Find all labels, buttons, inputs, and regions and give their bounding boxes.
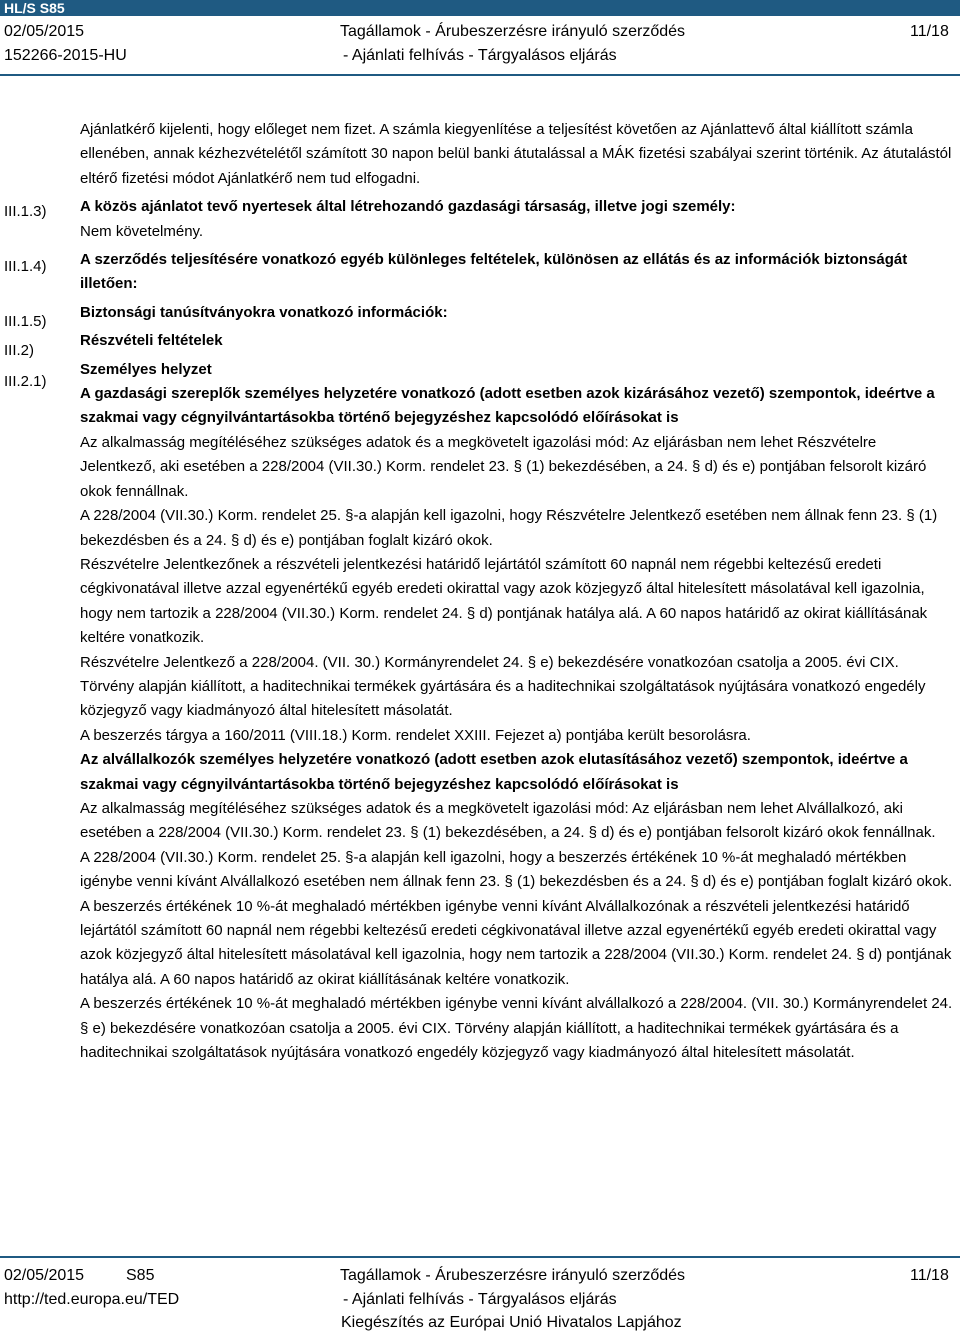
header-doc-type-line2: - Ajánlati felhívás - Tárgyalásos eljárás — [343, 47, 617, 64]
paragraph-subcontractor-extract: A beszerzés értékének 10 %-át meghaladó mértékben igénybe venni kívánt Alvállalkozónak a részvételi jelentkezési határidő lejártától számított 60 napnál nem régebbi keltezésű eredeti cégkivonatával illetve azzal egyenértékű egyéb eredeti okirattal vagy azok közjegyző által hitelesített másolatával kell igazolnia, hogy nem tartozik a 228/2004 (VII.30.) Korm. rendelet 24. § d) pontjának hatálya alá. A 60 napos határidő az okirat kiállításának keltére vonatkozik. — [80, 897, 952, 988]
footer-date: 02/05/2015 — [4, 1267, 85, 1284]
section-label-iii-1-3: III.1.3) — [4, 203, 47, 220]
document-body — [80, 118, 953, 1065]
paragraph-subcontractor-proof: A 228/2004 (VII.30.) Korm. rendelet 25. §-a alapján kell igazolni, hogy a beszerzés értékének 10 %-át meghaladó mértékben igénybe venni kívánt Alvállalkozó esetében nem állnak fenn 23. § (1) bekezdésben és a 24. § d) és e) pontjában foglalt kizáró okok. — [80, 848, 953, 891]
paragraph-military-license: Részvételre Jelentkező a 228/2004. (VII. 30.) Kormányrendelet 24. § e) bekezdésére vonatkozóan csatolja a 2005. évi CIX. Törvény alapján kiállított, a haditechnikai termékek gyártására és a haditechnikai szolgáltatások nyújtására vonatkozó engedély közjegyző vagy kiadmányozó által hitelesített másolatát. — [80, 653, 926, 720]
footer-supplement: Kiegészítés az Európai Unió Hivatalos Lapjához — [341, 1314, 682, 1331]
section-label-iii-1-5: III.1.5) — [4, 313, 47, 330]
section-label-iii-1-4: III.1.4) — [4, 258, 47, 275]
header-date: 02/05/2015 — [4, 23, 85, 40]
footer-series: S85 — [126, 1267, 155, 1284]
section-label-iii-2: III.2) — [4, 342, 35, 359]
personal-situation-heading: Személyes helyzet — [80, 360, 212, 378]
paragraph-subcontractor-exclusion: Az alkalmasság megítéléséhez szükséges adatok és a megkövetelt igazolási mód: Az eljárásban nem lehet Alvállalkozó, aki esetében a 228/2004 (VII.30.) Korm. rendelet 23. § (1) bekezdésében, a 24. § d) és e) pontjában felsorolt kizáró okok fennállnak. — [80, 799, 936, 842]
special-conditions-heading: A szerződés teljesítésére vonatkozó egyéb különleges feltételek, különösen az ellátás és az információk biztonságát illetően: — [80, 251, 908, 293]
paragraph-exclusion-grounds: Az alkalmasság megítéléséhez szükséges adatok és a megkövetelt igazolási mód: Az eljárásban nem lehet Részvételre Jelentkező, aki esetében a 228/2004 (VII.30.) Korm. rendelet 23. § (1) bekezdésében, a 24. § d) és e) pontjában felsorolt kizáró okok fennállnak. — [80, 433, 927, 500]
joint-bid-heading: A közös ajánlatot tevő nyertesek által létrehozandó gazdasági társaság, illetve jogi személy: — [80, 198, 736, 216]
section-label-iii-2-1: III.2.1) — [4, 373, 47, 390]
participation-conditions-heading: Részvételi feltételek — [80, 332, 223, 350]
page-header — [0, 0, 960, 80]
page-footer — [0, 1256, 960, 1334]
footer-page-number: 11/18 — [910, 1267, 949, 1284]
header-notice-number: 152266-2015-HU — [4, 47, 127, 64]
paragraph-proof-rule: A 228/2004 (VII.30.) Korm. rendelet 25. §-a alapján kell igazolni, hogy Részvételre Jelentkező esetében nem állnak fenn 23. § (1) bekezdésben és a 24. § d) és e) pontjában foglalt kizáró okok. — [80, 507, 938, 549]
economic-operators-subheading: A gazdasági szereplők személyes helyzetére vonatkozó (adott esetben azok kizárásához vezető) szempontok, ideértve a szakmai vagy cégnyilvántartásokba történő bejegyzéshez kapcsolódó előírásokat is — [80, 385, 935, 427]
header-rule — [0, 74, 960, 76]
paragraph-company-extract: Részvételre Jelentkezőnek a részvételi jelentkezési határidő lejártától számított 60 napnál nem régebbi keltezésű eredeti cégkivonatával illetve azzal egyenértékű egyéb eredeti okirattal vagy azok közjegyző által hitelesített másolatával kell igazolnia, hogy nem tartozik a 228/2004 (VII.30.) Korm. rendelet 24. § d) pontjának hatálya alá. A 60 napos határidő az okirat kiállításának keltére vonatkozik. — [80, 555, 928, 647]
header-doc-type-line1: Tagállamok - Árubeszerzésre irányuló szerződés — [340, 23, 686, 40]
subcontractors-subheading: Az alvállalkozók személyes helyzetére vonatkozó (adott esetben azok elutasításához vezető) szempontok, ideértve a szakmai vagy cégnyilvántartásokba történő bejegyzéshez kapcsolódó előírásokat is — [80, 751, 908, 793]
footer-doc-type-line2: - Ajánlati felhívás - Tárgyalásos eljárás — [343, 1291, 617, 1308]
security-clearance-heading: Biztonsági tanúsítványokra vonatkozó információk: — [80, 303, 448, 321]
header-series: HL/S S85 — [4, 0, 65, 16]
footer-url-link[interactable]: http://ted.europa.eu/TED — [4, 1291, 180, 1308]
joint-bid-text: Nem követelmény. — [80, 222, 204, 240]
footer-doc-type-line1: Tagállamok - Árubeszerzésre irányuló szerződés — [340, 1267, 686, 1284]
paragraph-subcontractor-license: A beszerzés értékének 10 %-át meghaladó mértékben igénybe venni kívánt alvállalkozó a 228/2004. (VII. 30.) Kormányrendelet 24. § e) bekezdésére vonatkozóan csatolja a 2005. évi CIX. Törvény alapján kiállított, a haditechnikai termékek gyártására és a haditechnikai szolgáltatások nyújtására vonatkozó engedély közjegyző vagy kiadmányozó által hitelesített másolatát. — [80, 995, 953, 1062]
header-page-number: 11/18 — [910, 23, 949, 40]
footer-rule — [0, 1256, 960, 1258]
payment-terms-paragraph: Ajánlatkérő kijelenti, hogy előleget nem fizet. A számla kiegyenlítése a teljesítést követően az Ajánlattevő által kiállított számla ellenében, annak kézhezvételétől számított 30 napon belül banki átutalással a MÁK fizetési szabályai szerint történik. Az átutalástól eltérő fizetési módot Ajánlatkérő nem tud elfogadni. — [80, 121, 952, 187]
paragraph-classification: A beszerzés tárgya a 160/2011 (VIII.18.) Korm. rendelet XXIII. Fejezet a) pontjába került besorolásra. — [80, 726, 751, 744]
header-band — [0, 0, 960, 16]
